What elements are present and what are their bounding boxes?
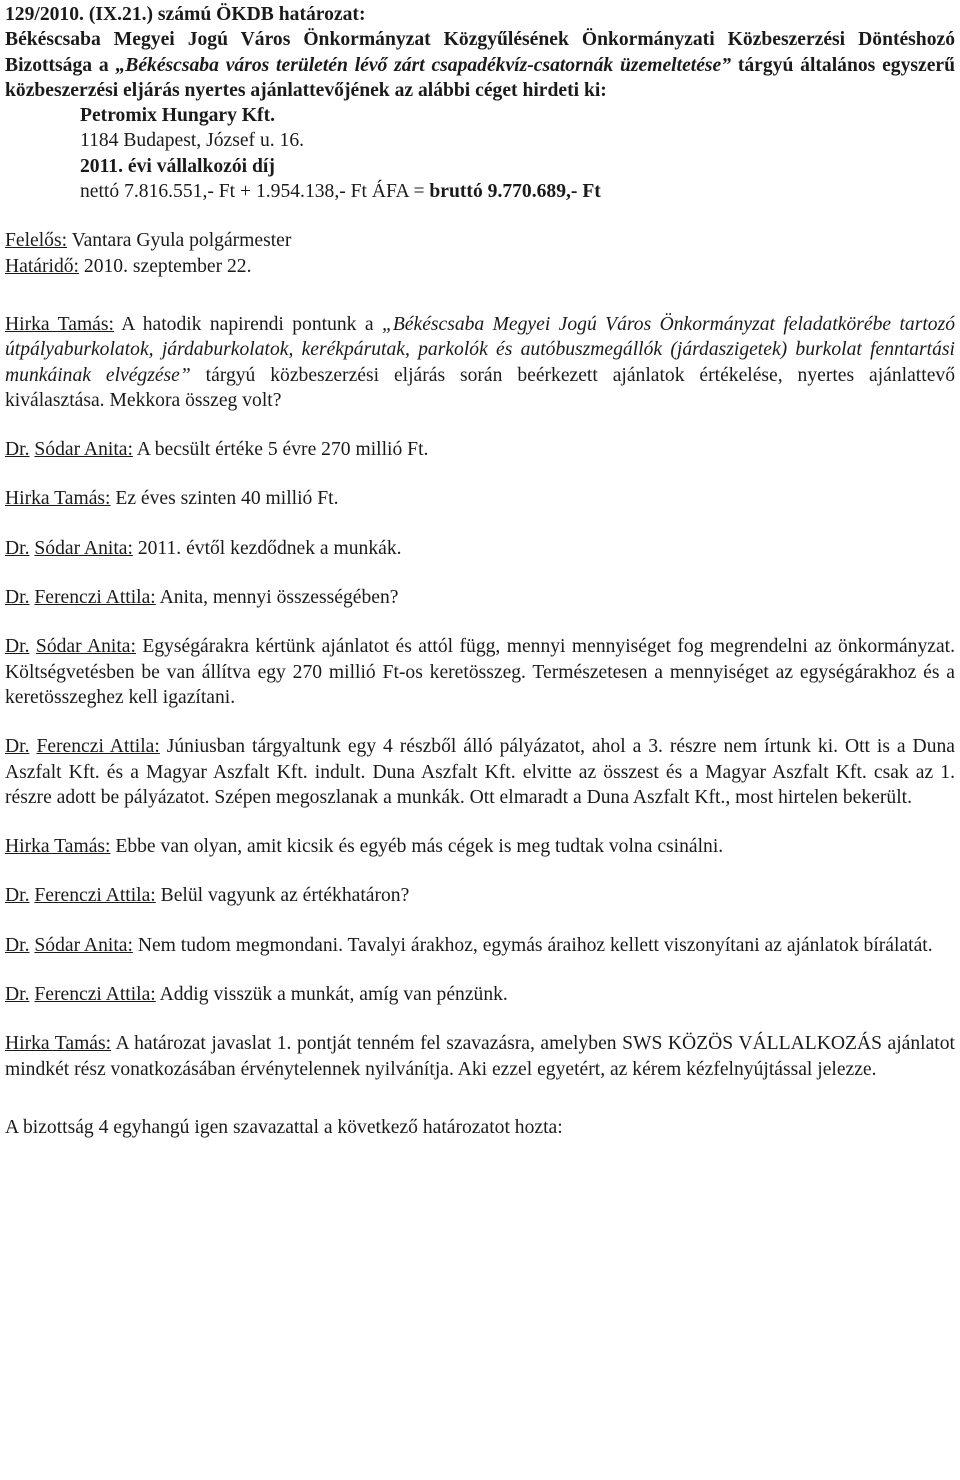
- speaker-name: Sódar Anita:: [34, 934, 133, 956]
- speech-paragraph: [5, 1031, 955, 1082]
- speech-paragraph: [5, 634, 955, 710]
- speech-text: A becsült értéke 5 évre 270 millió Ft.: [132, 439, 429, 461]
- speaker-title: Dr.: [5, 934, 30, 956]
- speaker-name: Sódar Anita:: [35, 636, 136, 658]
- company-address: 1184 Budapest, József u. 16.: [80, 130, 305, 152]
- speech-text: Júniusban tárgyaltunk egy 4 részből álló pályázatot, ahol a 3. részre nem írtunk ki. Ott is a Duna Aszfalt Kft. és a Magyar Aszfalt Kft. indult. Duna Aszfalt Kft. elvitte az összest és a Magyar Aszfalt Kft. csak az 1. részre adott be pályázatot. Szépen megoszlanak a munkák. Ott elmaradt a Duna Aszfalt Kft., most hirtelen bekerült.: [5, 736, 955, 808]
- speaker-name: Hirka Tamás:: [5, 836, 111, 858]
- deadline-label: Határidő:: [5, 255, 79, 277]
- speech-text: Egységárakra kértünk ajánlatot és attól függ, mennyi mennyiséget fog megrendelni az önkormányzat. Költségvetésben be van állítva egy 270 millió Ft-os keretösszeg. Természetesen a mennyiséget az egységárakhoz és a keretösszeghez kell igazítani.: [5, 636, 955, 708]
- resolution-title: 129/2010. (IX.21.) számú ÖKDB határozat:: [5, 4, 366, 25]
- speech-paragraph: [5, 933, 955, 958]
- speech-paragraph: [5, 312, 955, 413]
- speech-paragraph: [5, 734, 955, 810]
- speaker-title: Dr.: [5, 587, 30, 609]
- speaker-name: Hirka Tamás:: [5, 1033, 112, 1055]
- speaker-name: Sódar Anita:: [34, 537, 133, 559]
- speaker-name: Hirka Tamás:: [5, 313, 114, 335]
- deadline-line: [5, 254, 955, 279]
- speech-text: Ebbe van olyan, amit kicsik és egyéb más cégek is meg tudtak volna csinálni.: [110, 836, 724, 858]
- speaker-title: Dr.: [5, 537, 30, 559]
- company-name: Petromix Hungary Kft.: [80, 105, 275, 127]
- speech-text: tárgyú közbeszerzési eljárás során beérkezett ajánlatok értékelése, nyertes ajánlattevő kiválasztása. Mekkora összeg volt?: [5, 364, 955, 411]
- speech-text: 2011. évtől kezdődnek a munkák.: [132, 537, 402, 559]
- speech-text: Belül vagyunk az értékhatáron?: [155, 885, 410, 907]
- speaker-title: Dr.: [5, 885, 30, 907]
- speaker-title: Dr.: [5, 984, 30, 1006]
- closing-statement: A bizottság 4 egyhangú igen szavazattal a következő határozatot hozta:: [5, 1116, 563, 1138]
- speech-text: Ez éves szinten 40 millió Ft.: [110, 488, 339, 510]
- speech-text: A határozat javaslat 1. pontját tenném fel szavazásra, amelyben SWS KÖZÖS VÁLLALKOZÁS ajánlatot mindkét rész vonatkozásában érvénytelennek nyilvánítja. Aki ezzel egyetért, az kérem kézfelnyújtással jelezze.: [5, 1033, 955, 1080]
- responsible-line: [5, 228, 955, 253]
- speaker-title: Dr.: [5, 636, 30, 658]
- speaker-title: Dr.: [5, 736, 30, 758]
- speech-paragraph: [5, 982, 955, 1007]
- resolution-body-end: tárgyú általános egyszerű közbeszerzési eljárás nyertes ajánlattevőjének az alábbi céget hirdeti ki:: [5, 54, 955, 101]
- speech-text: Nem tudom megmondani. Tavalyi árakhoz, egymás áraihoz kellett viszonyítani az ajánlatok bírálatát.: [132, 934, 933, 956]
- deadline-value: 2010. szeptember 22.: [79, 255, 252, 277]
- speaker-name: Ferenczi Attila:: [36, 736, 160, 758]
- minutes-dialogue: [5, 312, 955, 1082]
- speech-paragraph: [5, 536, 955, 561]
- resolution-subject: „Békéscsaba város területén lévő zárt csapadékvíz-csatornák üzemeltetése”: [115, 54, 732, 76]
- speech-paragraph: [5, 486, 955, 511]
- fee-label: 2011. évi vállalkozói díj: [80, 155, 275, 177]
- speech-paragraph: [5, 834, 955, 859]
- speaker-name: Sódar Anita:: [34, 439, 133, 461]
- speaker-name: Ferenczi Attila:: [34, 984, 156, 1006]
- speaker-name: Hirka Tamás:: [5, 488, 111, 510]
- resolution-body: [5, 27, 955, 103]
- speaker-name: Ferenczi Attila:: [34, 885, 156, 907]
- agenda-item-title: „Békéscsaba Megyei Jogú Város Önkormányzat feladatkörébe tartozó útpályaburkolatok, járdaburkolatok, kerékpárutak, parkolók és autóbuszmegállók (járdaszigetek) burkolat fenntartási munkáinak elvégzése”: [5, 313, 955, 386]
- resolution-body-start: Békéscsaba Megyei Jogú Város Önkormányzat Közgyűlésének Önkormányzati Közbeszerzési Döntéshozó Bizottsága a: [5, 29, 955, 76]
- responsible-label: Felelős:: [5, 230, 68, 252]
- fee-gross: bruttó 9.770.689,- Ft: [429, 181, 601, 203]
- speech-paragraph: [5, 437, 955, 462]
- speaker-title: Dr.: [5, 439, 30, 461]
- speech-text: Anita, mennyi összességében?: [155, 587, 399, 609]
- speaker-name: Ferenczi Attila:: [34, 587, 156, 609]
- responsible-value: Vantara Gyula polgármester: [67, 230, 292, 252]
- speech-paragraph: [5, 585, 955, 610]
- speech-text: Addig visszük a munkát, amíg van pénzünk.: [155, 984, 508, 1006]
- fee-amount: [5, 179, 955, 204]
- speech-text: A hatodik napirendi pontunk a: [113, 313, 382, 335]
- fee-net: nettó 7.816.551,- Ft + 1.954.138,- Ft ÁFA =: [80, 181, 430, 203]
- speech-paragraph: [5, 883, 955, 908]
